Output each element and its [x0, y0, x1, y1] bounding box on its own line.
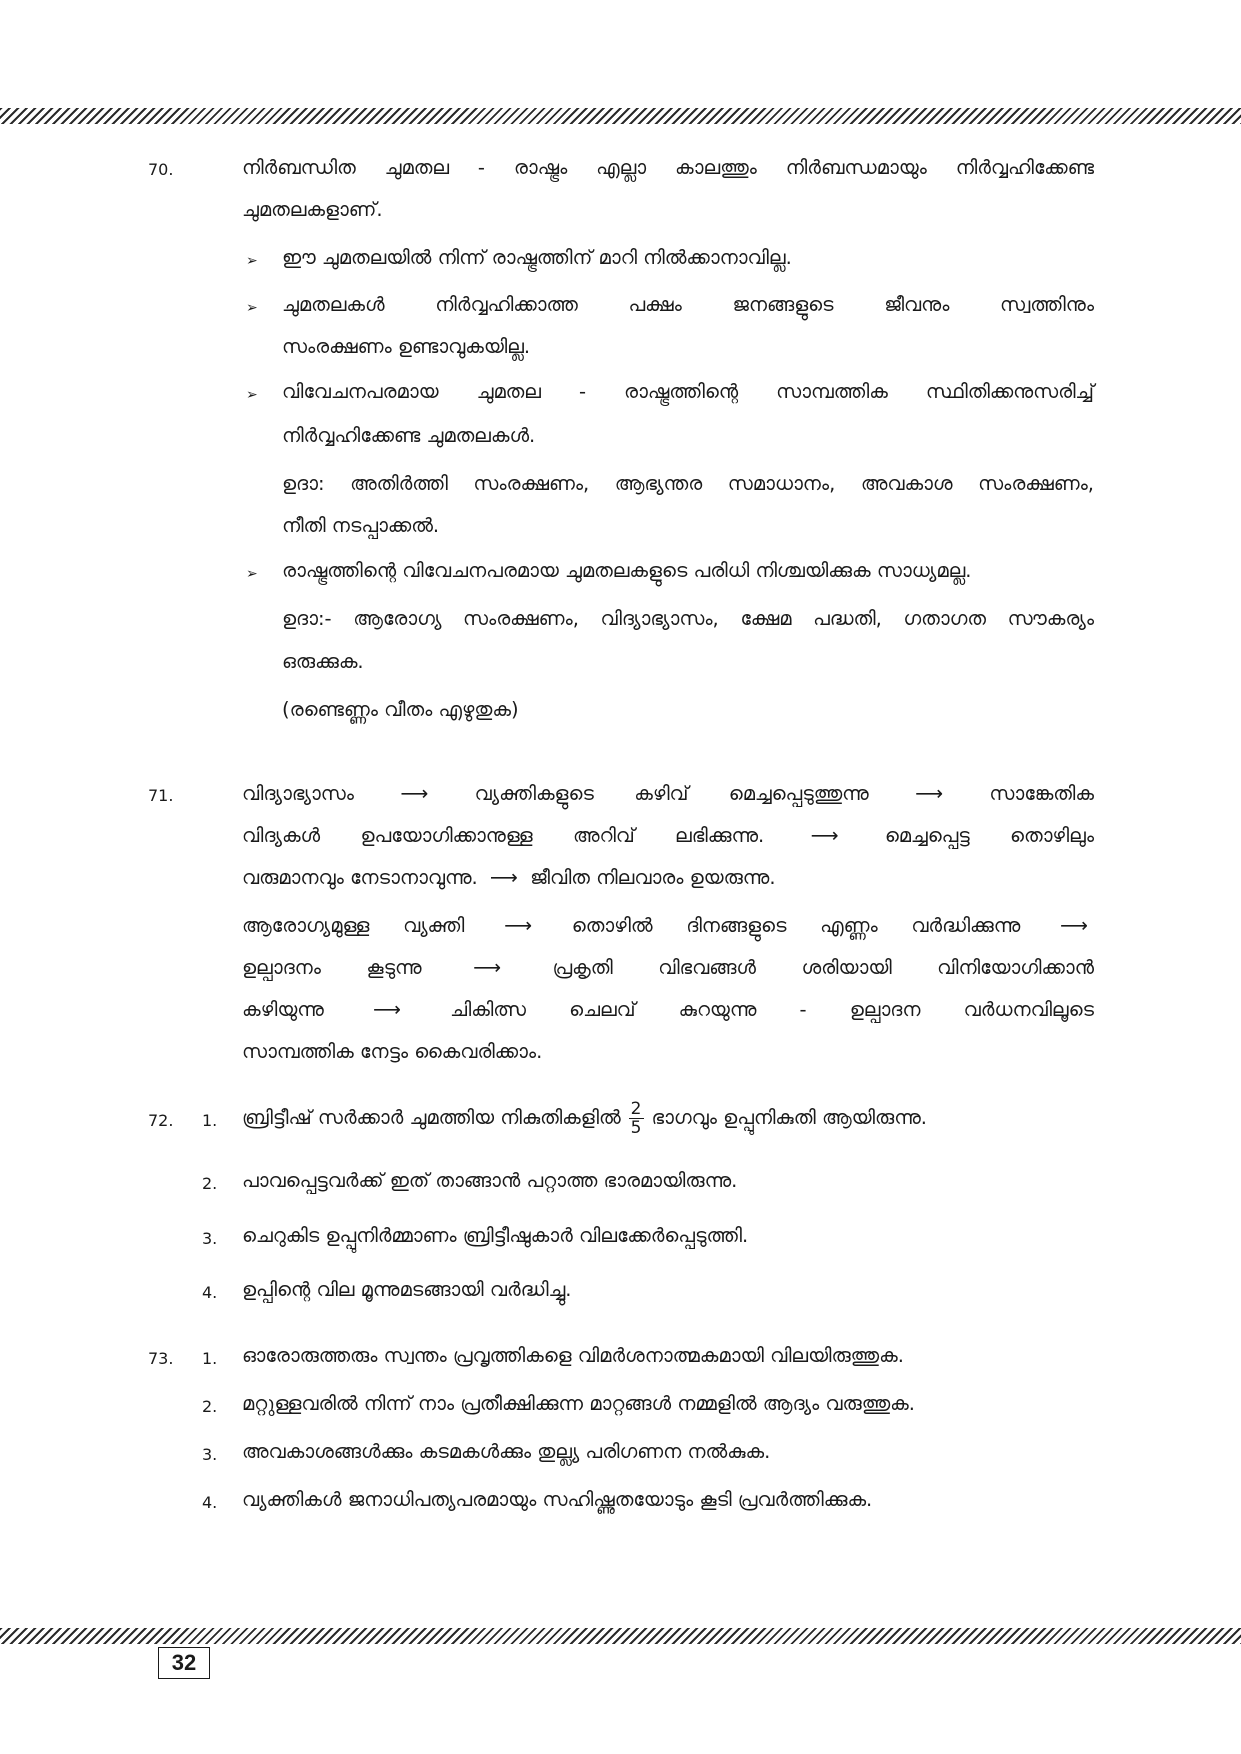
arrow-right-icon: ⟶ [504, 914, 533, 937]
q71-para-2-line-2 [242, 954, 1094, 982]
q71-para-2-line-1 [242, 912, 1094, 940]
q71-text: കഴിയുന്നു [242, 998, 324, 1021]
q71-text: സാങ്കേതിക [989, 782, 1094, 805]
bullet-icon: ➢ [246, 566, 258, 582]
q70-bullet-3-line-1: വിവേചനപരമായ ചുമതല - രാഷ്ട്രത്തിന്റെ സാമ്പത്തിക സ്ഥിതിക്കനുസരിച്ച് [282, 380, 1094, 403]
q72-item-1-text-a: ബ്രിട്ടീഷ് സർക്കാർ ചുമത്തിയ നികുതികളിൽ [242, 1106, 621, 1129]
arrow-right-icon: ⟶ [400, 782, 429, 805]
q70-bullet-3-line-2: നിർവ്വഹിക്കേണ്ട ചുമതലകൾ. [282, 424, 536, 447]
q71-text: ചികിത്സ ചെലവ് കുറയുന്നു - ഉല്പാദന വർധനവിലൂടെ [450, 998, 1095, 1021]
question-number: 73. [148, 1349, 174, 1368]
q72-item-2: പാവപ്പെട്ടവർക്ക് ഇത് താങ്ങാൻ പറ്റാത്ത ഭാരമായിരുന്നു. [242, 1169, 738, 1192]
arrow-right-icon: ⟶ [473, 956, 502, 979]
q73-item-3: അവകാശങ്ങൾക്കും കടമകൾക്കും തുല്ല്യ പരിഗണന നൽകുക. [242, 1440, 771, 1463]
fraction [629, 1100, 644, 1137]
arrow-right-icon: ⟶ [1060, 914, 1089, 937]
item-number: 1. [202, 1111, 218, 1130]
bottom-hatch-border [0, 1628, 1241, 1644]
q71-text: വരുമാനവും നേടാനാവുന്നു. [242, 866, 478, 889]
q70-example-1-line-1: ഉദാ: അതിർത്തി സംരക്ഷണം, ആഭ്യന്തര സമാധാനം, അവകാശ സംരക്ഷണം, [282, 472, 1094, 495]
q71-text: വ്യക്തികളുടെ കഴിവ് മെച്ചപ്പെടുത്തുന്നു [474, 782, 869, 805]
q71-text: വിദ്യകൾ ഉപയോഗിക്കാനുള്ള അറിവ് ലഭിക്കുന്നു. [242, 824, 765, 847]
item-number: 4. [202, 1493, 218, 1512]
arrow-right-icon: ⟶ [373, 998, 401, 1021]
q71-para-1-line-1 [242, 780, 1094, 808]
q70-intro-line-2: ചുമതലകളാണ്. [242, 198, 383, 221]
q71-text: ജീവിത നിലവാരം ഉയരുന്നു. [530, 866, 776, 889]
q70-intro-line-1: നിർബന്ധിത ചുമതല - രാഷ്ട്രം എല്ലാ കാലത്തും നിർബന്ധമായും നിർവ്വഹിക്കേണ്ട [242, 156, 1094, 179]
item-number: 2. [202, 1397, 218, 1416]
q71-text: ഉല്പാദനം കൂടുന്നു [242, 956, 422, 979]
bullet-icon: ➢ [246, 387, 258, 403]
fraction-numerator: 2 [630, 1099, 642, 1119]
q70-bullet-2-line-2: സംരക്ഷണം ഉണ്ടാവുകയില്ല. [282, 335, 531, 358]
q70-bullet-1: ഈ ചുമതലയിൽ നിന്ന് രാഷ്ട്രത്തിന് മാറി നിൽക്കാനാവില്ല. [282, 246, 792, 269]
q70-bullet-2-line-1: ചുമതലകൾ നിർവ്വഹിക്കാത്ത പക്ഷം ജനങ്ങളുടെ ജീവനും സ്വത്തിനും [282, 293, 1094, 316]
q71-para-2-line-4: സാമ്പത്തിക നേട്ടം കൈവരിക്കാം. [242, 1040, 543, 1063]
q71-para-2-line-3 [242, 996, 1094, 1024]
q70-bullet-4: രാഷ്ട്രത്തിന്റെ വിവേചനപരമായ ചുമതലകളുടെ പരിധി നിശ്ചയിക്കുക സാധ്യമല്ല. [282, 559, 972, 582]
bullet-icon: ➢ [246, 253, 258, 269]
question-number: 70. [148, 160, 174, 179]
q72-item-3: ചെറുകിട ഉപ്പുനിർമ്മാണം ബ്രിട്ടീഷുകാർ വിലക്കേർപ്പെടുത്തി. [242, 1224, 749, 1247]
item-number: 2. [202, 1174, 218, 1193]
q70-note: (രണ്ടെണ്ണം വീതം എഴുതുക) [282, 698, 519, 721]
arrow-right-icon: ⟶ [810, 824, 839, 847]
page-number: 32 [158, 1647, 210, 1679]
top-hatch-border [0, 108, 1241, 124]
q71-text: മെച്ചപ്പെട്ട തൊഴിലും [884, 824, 1095, 847]
q71-text: തൊഴിൽ ദിനങ്ങളുടെ എണ്ണം വർദ്ധിക്കുന്നു [571, 914, 1021, 937]
item-number: 3. [202, 1229, 218, 1248]
q71-text: വിദ്യാഭ്യാസം [242, 782, 354, 805]
item-number: 1. [202, 1349, 218, 1368]
arrow-right-icon: ⟶ [489, 866, 518, 889]
q71-text: പ്രകൃതി വിഭവങ്ങൾ ശരിയായി വിനിയോഗിക്കാൻ [552, 956, 1095, 979]
item-number: 4. [202, 1283, 218, 1302]
q71-para-1-line-2 [242, 822, 1094, 850]
q73-item-1: ഓരോരുത്തരും സ്വന്തം പ്രവൃത്തികളെ വിമർശനാത്മകമായി വിലയിരുത്തുക. [242, 1344, 904, 1367]
item-number: 3. [202, 1445, 218, 1464]
q70-example-2-line-1: ഉദാ:- ആരോഗ്യ സംരക്ഷണം, വിദ്യാഭ്യാസം, ക്ഷേമ പദ്ധതി, ഗതാഗത സൗകര്യം [282, 607, 1094, 630]
question-number: 72. [148, 1111, 174, 1130]
question-number: 71. [148, 786, 174, 805]
q71-para-1-line-3 [242, 864, 776, 892]
q73-item-2: മറ്റുള്ളവരിൽ നിന്ന് നാം പ്രതീക്ഷിക്കുന്ന മാറ്റങ്ങൾ നമ്മളിൽ ആദ്യം വരുത്തുക. [242, 1392, 915, 1415]
q72-item-1-text-b: ഭാഗവും ഉപ്പുനികുതി ആയിരുന്നു. [651, 1106, 927, 1129]
q70-example-2-line-2: ഒരുക്കുക. [282, 650, 364, 673]
fraction-denominator: 5 [630, 1118, 642, 1138]
arrow-right-icon: ⟶ [915, 782, 944, 805]
q70-example-1-line-2: നീതി നടപ്പാക്കൽ. [282, 514, 440, 537]
bullet-icon: ➢ [246, 300, 258, 316]
q72-item-4: ഉപ്പിന്റെ വില മൂന്നുമടങ്ങായി വർദ്ധിച്ചു. [242, 1278, 572, 1301]
q73-item-4: വ്യക്തികൾ ജനാധിപത്യപരമായും സഹിഷ്ണുതയോടും കൂടി പ്രവർത്തിക്കുക. [242, 1488, 873, 1511]
q72-item-1 [242, 1098, 927, 1138]
q71-text: ആരോഗ്യമുള്ള വ്യക്തി [242, 914, 465, 937]
